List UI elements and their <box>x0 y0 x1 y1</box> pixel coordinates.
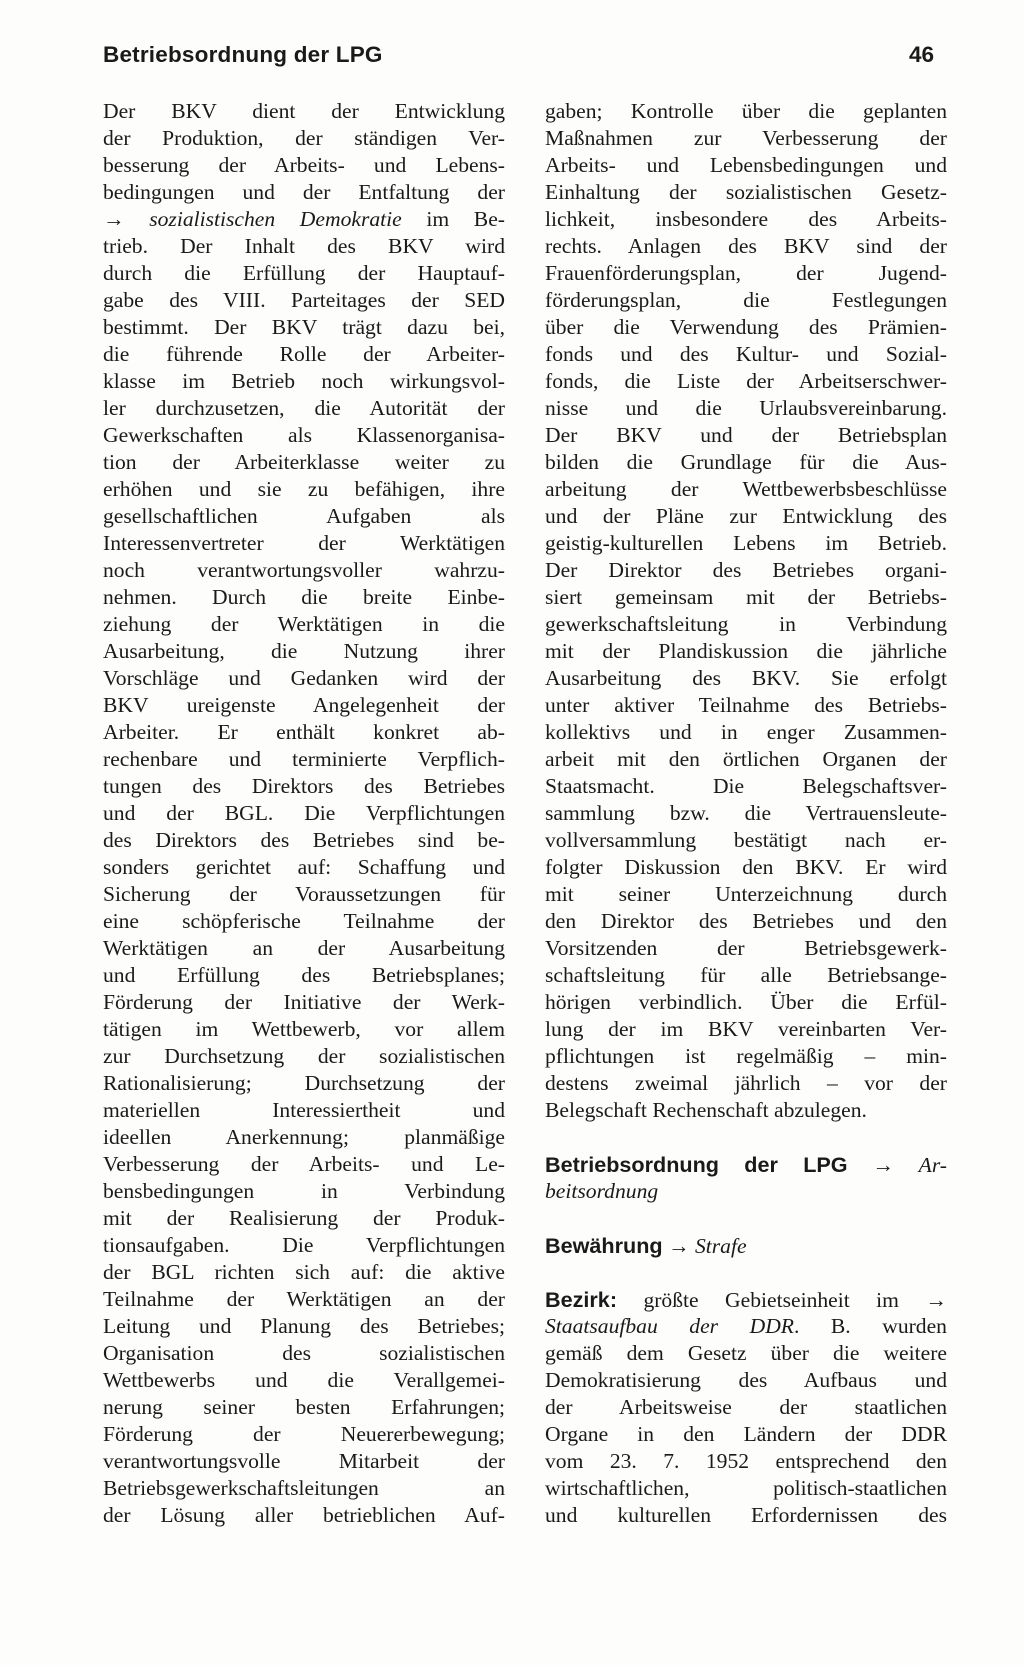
entry-keyword: Bewährung <box>545 1233 663 1258</box>
cross-reference-link[interactable]: Strafe <box>694 1234 747 1258</box>
text-line: wirtschaftlichen, politisch-staatlichen <box>545 1476 947 1500</box>
text-line: Werktätigen an der Ausarbeitung <box>103 936 505 960</box>
text-line: nisse und die Urlaubsvereinbarung. <box>545 396 947 420</box>
text-line: Betriebsgewerkschaftsleitungen an <box>103 1476 505 1500</box>
cross-reference-arrow-icon: → <box>925 1288 947 1312</box>
entry-line <box>545 1232 947 1259</box>
text-line: lung der im BKV vereinbarten Ver- <box>545 1017 947 1041</box>
text-line: Der Direktor des Betriebes organi- <box>545 558 947 582</box>
text-line: gewerkschaftsleitung in Verbindung <box>545 612 947 636</box>
text-line: arbeitung der Wettbewerbsbeschlüsse <box>545 477 947 501</box>
text-line: sonders gerichtet auf: Schaffung und <box>103 855 505 879</box>
cross-reference-arrow-icon: → <box>103 207 125 231</box>
text-line: mit seiner Unterzeichnung durch <box>545 882 947 906</box>
text-line: Rationalisierung; Durchsetzung der <box>103 1071 505 1095</box>
text-line: tion der Arbeiterklasse weiter zu <box>103 450 505 474</box>
text-line: die führende Rolle der Arbeiter- <box>103 342 505 366</box>
text-line: folgter Diskussion den BKV. Er wird <box>545 855 947 879</box>
cross-reference-arrow-icon: → <box>872 1153 894 1177</box>
entry-betriebsordnung <box>545 1151 947 1205</box>
text-line: Vorschläge und Gedanken wird der <box>103 666 505 690</box>
text-line: destens zweimal jährlich – vor der <box>545 1071 947 1095</box>
entry-spacer <box>545 1259 947 1286</box>
text-line: der Produktion, der ständigen Ver- <box>103 126 505 150</box>
text-line: zur Durchsetzung der sozialistischen <box>103 1044 505 1068</box>
text-line: lichkeit, insbesondere des Arbeits- <box>545 207 947 231</box>
text-line: Organisation des sozialistischen <box>103 1341 505 1365</box>
text-line: gaben; Kontrolle über die geplanten <box>545 99 947 123</box>
text-line: Der BKV und der Betriebsplan <box>545 423 947 447</box>
text-line: tungen des Direktors des Betriebes <box>103 774 505 798</box>
text-line: BKV ureigenste Angelegenheit der <box>103 693 505 717</box>
text-line: ideellen Anerkennung; planmäßige <box>103 1125 505 1149</box>
running-head: Betriebsordnung der LPG <box>103 42 383 67</box>
text-line: durch die Erfüllung der Hauptauf- <box>103 261 505 285</box>
text-fragment: . B. wurden <box>793 1314 947 1338</box>
text-line: der Arbeitsweise der staatlichen <box>545 1395 947 1419</box>
text-line: ler durchzusetzen, die Autorität der <box>103 396 505 420</box>
text-line: Belegschaft Rechenschaft abzulegen. <box>545 1098 867 1122</box>
text-line: vollversammlung bestätigt nach er- <box>545 828 947 852</box>
text-line: Organe in den Ländern der DDR <box>545 1422 947 1446</box>
text-line: Gewerkschaften als Klassenorganisa- <box>103 423 505 447</box>
right-column <box>545 98 947 1529</box>
text-line <box>103 206 505 233</box>
text-line: siert gemeinsam mit der Betriebs- <box>545 585 947 609</box>
page-number: 46 <box>908 42 934 67</box>
text-line: Maßnahmen zur Verbesserung der <box>545 126 947 150</box>
text-line: Förderung der Neuererbewegung; <box>103 1422 505 1446</box>
text-line: den Direktor des Betriebes und den <box>545 909 947 933</box>
page-header <box>103 42 934 74</box>
text-line: und der BGL. Die Verpflichtungen <box>103 801 505 825</box>
cross-reference-arrow-icon: → <box>667 1234 690 1258</box>
text-line: Wettbewerbs und die Verallgemei- <box>103 1368 505 1392</box>
text-line: rechts. Anlagen des BKV sind der <box>545 234 947 258</box>
text-line: gesellschaftlichen Aufgaben als <box>103 504 505 528</box>
text-line: noch verantwortungsvoller wahrzu- <box>103 558 505 582</box>
text-line: erhöhen und sie zu befähigen, ihre <box>103 477 505 501</box>
cross-reference-link[interactable]: beitsordnung <box>545 1179 659 1203</box>
text-fragment: größte Gebietseinheit im <box>617 1288 899 1312</box>
text-line: bestimmt. Der BKV trägt dazu bei, <box>103 315 505 339</box>
text-line: Förderung der Initiative der Werk- <box>103 990 505 1014</box>
text-line: fonds, die Liste der Arbeitserschwer- <box>545 369 947 393</box>
text-line: Ausarbeitung, die Nutzung ihrer <box>103 639 505 663</box>
text-line: Vorsitzenden der Betriebsgewerk- <box>545 936 947 960</box>
text-line: trieb. Der Inhalt des BKV wird <box>103 234 505 258</box>
text-line: Einhaltung der sozialistischen Gesetz- <box>545 180 947 204</box>
entry-bezirk <box>545 1286 947 1529</box>
left-column <box>103 98 505 1529</box>
text-line: tionsaufgaben. Die Verpflichtungen <box>103 1233 505 1257</box>
text-line: und kulturellen Erfordernissen des <box>545 1503 947 1527</box>
text-line: Interessenvertreter der Werktätigen <box>103 531 505 555</box>
entry-keyword: Bezirk: <box>545 1287 618 1312</box>
text-line: Ausarbeitung des BKV. Sie erfolgt <box>545 666 947 690</box>
text-line: Arbeiter. Er enthält konkret ab- <box>103 720 505 744</box>
text-line: hörigen verbindlich. Über die Erfül- <box>545 990 947 1014</box>
text-line: nerung seiner besten Erfahrungen; <box>103 1395 505 1419</box>
entry-line <box>545 1313 947 1340</box>
entry-spacer <box>545 1124 947 1151</box>
text-line: schaftsleitung für alle Betriebsange- <box>545 963 947 987</box>
text-line: Sicherung der Voraussetzungen für <box>103 882 505 906</box>
text-line: mit der Plandiskussion die jährliche <box>545 639 947 663</box>
text-line: Arbeits- und Lebensbedingungen und <box>545 153 947 177</box>
cross-reference-link[interactable]: sozialistischen Demokratie <box>149 207 402 231</box>
text-line: förderungsplan, die Festlegungen <box>545 288 947 312</box>
text-line: des Direktors des Betriebes sind be- <box>103 828 505 852</box>
text-line: mit der Realisierung der Produk- <box>103 1206 505 1230</box>
entry-line <box>545 1178 947 1205</box>
text-line: gemäß dem Gesetz über die weitere <box>545 1341 947 1365</box>
text-line: sammlung bzw. die Vertrauensleute- <box>545 801 947 825</box>
text-line: geistig-kulturellen Lebens im Betrieb. <box>545 531 947 555</box>
text-line: materiellen Interessiertheit und <box>103 1098 505 1122</box>
entry-line <box>545 1286 947 1313</box>
entry-line <box>545 1151 947 1178</box>
text-line: unter aktiver Teilnahme des Betriebs- <box>545 693 947 717</box>
text-line: Frauenförderungsplan, der Jugend- <box>545 261 947 285</box>
text-line: klasse im Betrieb noch wirkungsvol- <box>103 369 505 393</box>
text-line: eine schöpferische Teilnahme der <box>103 909 505 933</box>
entry-spacer <box>545 1205 947 1232</box>
text-line: gabe des VIII. Parteitages der SED <box>103 288 505 312</box>
text-line: bedingungen und der Entfaltung der <box>103 180 505 204</box>
text-line: der BGL richten sich auf: die aktive <box>103 1260 505 1284</box>
entry-keyword: Betriebsordnung der LPG <box>545 1152 848 1177</box>
text-line: ziehung der Werktätigen in die <box>103 612 505 636</box>
cross-reference-link[interactable]: Ar- <box>918 1153 947 1177</box>
text-line: Demokratisierung des Aufbaus und <box>545 1368 947 1392</box>
text-line: besserung der Arbeits- und Lebens- <box>103 153 505 177</box>
text-fragment: im Be- <box>401 207 505 231</box>
text-line: und Erfüllung des Betriebsplanes; <box>103 963 505 987</box>
text-line: rechenbare und terminierte Verpflich- <box>103 747 505 771</box>
text-line: nehmen. Durch die breite Einbe- <box>103 585 505 609</box>
text-line: der Lösung aller betrieblichen Auf- <box>103 1503 505 1527</box>
entry-bewaehrung <box>545 1232 947 1259</box>
cross-reference-link[interactable]: Staatsaufbau der DDR <box>545 1314 794 1338</box>
text-line: pflichtungen ist regelmäßig – min- <box>545 1044 947 1068</box>
text-line: über die Verwendung des Prämien- <box>545 315 947 339</box>
text-line: Verbesserung der Arbeits- und Le- <box>103 1152 505 1176</box>
text-line: fonds und des Kultur- und Sozial- <box>545 342 947 366</box>
text-line: Teilnahme der Werktätigen an der <box>103 1287 505 1311</box>
text-line: bensbedingungen in Verbindung <box>103 1179 505 1203</box>
text-line: kollektivs und in enger Zusammen- <box>545 720 947 744</box>
text-line: Leitung und Planung des Betriebes; <box>103 1314 505 1338</box>
text-line: verantwortungsvolle Mitarbeit der <box>103 1449 505 1473</box>
text-line: tätigen im Wettbewerb, vor allem <box>103 1017 505 1041</box>
text-line: arbeit mit den örtlichen Organen der <box>545 747 947 771</box>
text-line: Der BKV dient der Entwicklung <box>103 99 505 123</box>
text-line: bilden die Grundlage für die Aus- <box>545 450 947 474</box>
text-line: Staatsmacht. Die Belegschaftsver- <box>545 774 947 798</box>
text-line: und der Pläne zur Entwicklung des <box>545 504 947 528</box>
text-line: vom 23. 7. 1952 entsprechend den <box>545 1449 947 1473</box>
